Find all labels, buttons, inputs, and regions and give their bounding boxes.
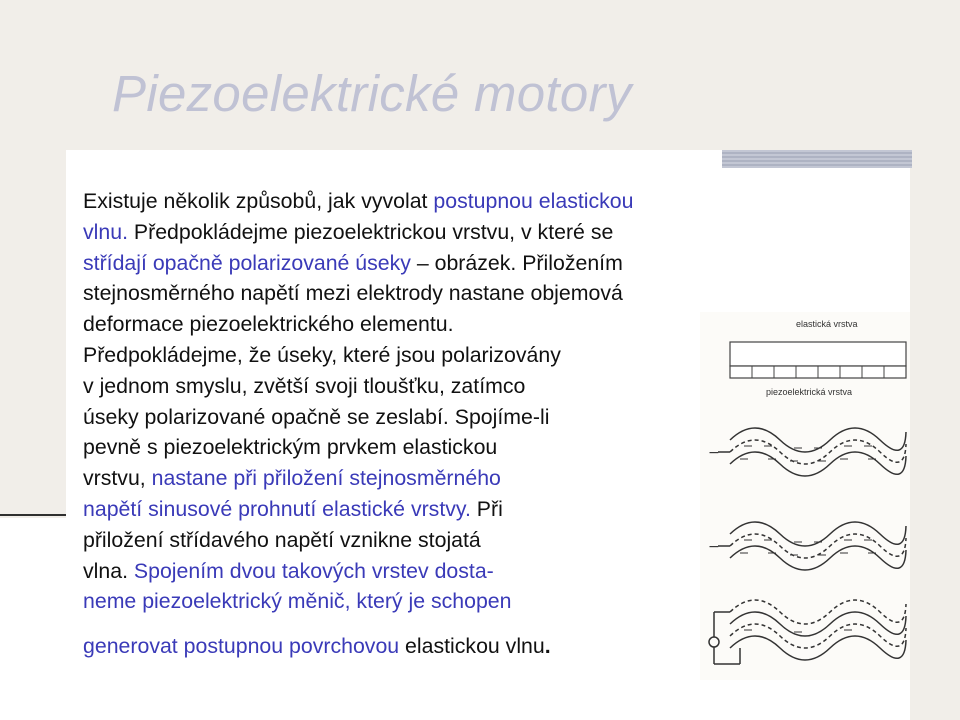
text-line [83, 525, 783, 556]
text-line [83, 494, 783, 525]
label-elastic-layer: elastická vrstva [796, 319, 858, 329]
text-run: Při [470, 496, 503, 521]
layers-diagram [700, 312, 910, 680]
text-run: vlna. [83, 558, 134, 583]
left-decor-band [0, 0, 66, 518]
text-line [83, 556, 783, 587]
flat-layers [730, 342, 906, 378]
label-piezo-layer: piezoelektrická vrstva [766, 387, 853, 397]
slide-title: Piezoelektrické motory [112, 65, 632, 122]
bent-layers-1 [718, 428, 906, 476]
text-line [83, 340, 783, 371]
highlight-run: napětí sinusové prohnutí elastické vrstvy. [83, 496, 471, 521]
text-run: deformace piezoelektrického elementu. [83, 312, 454, 337]
text-run: přiložení střídavého napětí vznikne stojatá [83, 527, 481, 552]
bent-layers-2 [718, 522, 906, 570]
text-line [83, 463, 783, 494]
title-underline-bar [722, 150, 912, 168]
highlight-run: nastane při přiložení stejnosměrného [151, 466, 501, 491]
highlight-run: postupnou elastickou [433, 189, 634, 213]
minus-sign: − [708, 445, 720, 461]
body-paragraph [83, 186, 783, 662]
text-run: Existuje několik způsobů, jak vyvolat [83, 189, 434, 213]
text-run: pevně s piezoelektrickým prvkem elastickou [83, 435, 498, 460]
text-run: Předpokládejme piezoelektrickou vrstvu, v které se [128, 219, 614, 244]
text-run: v jednom smyslu, zvětší svoji tloušťku, zatímco [83, 373, 526, 398]
text-run: stejnosměrného napětí mezi elektrody nastane objemová [83, 281, 623, 306]
piezo-layers-figure [700, 312, 910, 680]
highlight-run: generovat postupnou povrchovou [83, 634, 400, 659]
text-run: Předpokládejme, že úseky, které jsou polarizovány [83, 342, 561, 367]
text-line [83, 248, 783, 279]
text-run: vrstvu, [83, 466, 152, 491]
text-line [83, 631, 783, 662]
text-line [83, 586, 783, 617]
highlight-run: Spojením dvou takových vrstev dosta- [133, 558, 494, 583]
text-run: úseky polarizované opačně se zeslabí. Spojíme-li [83, 404, 550, 429]
highlight-run: vlnu. [83, 219, 128, 244]
text-run: elastickou vlnu [399, 634, 545, 659]
text-run: – obrázek. Přiložením [410, 250, 623, 275]
double-bent-layers [709, 600, 906, 664]
text-line [83, 217, 783, 248]
text-run: . [544, 634, 551, 659]
minus-sign: − [708, 539, 720, 555]
text-line [83, 432, 783, 463]
text-line [83, 309, 783, 340]
left-decor-rule [0, 514, 66, 516]
highlight-run: neme piezoelektrický měnič, který je schopen [83, 589, 512, 614]
text-line [83, 278, 783, 309]
highlight-run: střídají opačně polarizované úseky [83, 250, 411, 275]
right-decor-band [910, 0, 960, 720]
text-line [83, 371, 783, 402]
text-line [83, 402, 783, 433]
text-line [83, 186, 783, 217]
